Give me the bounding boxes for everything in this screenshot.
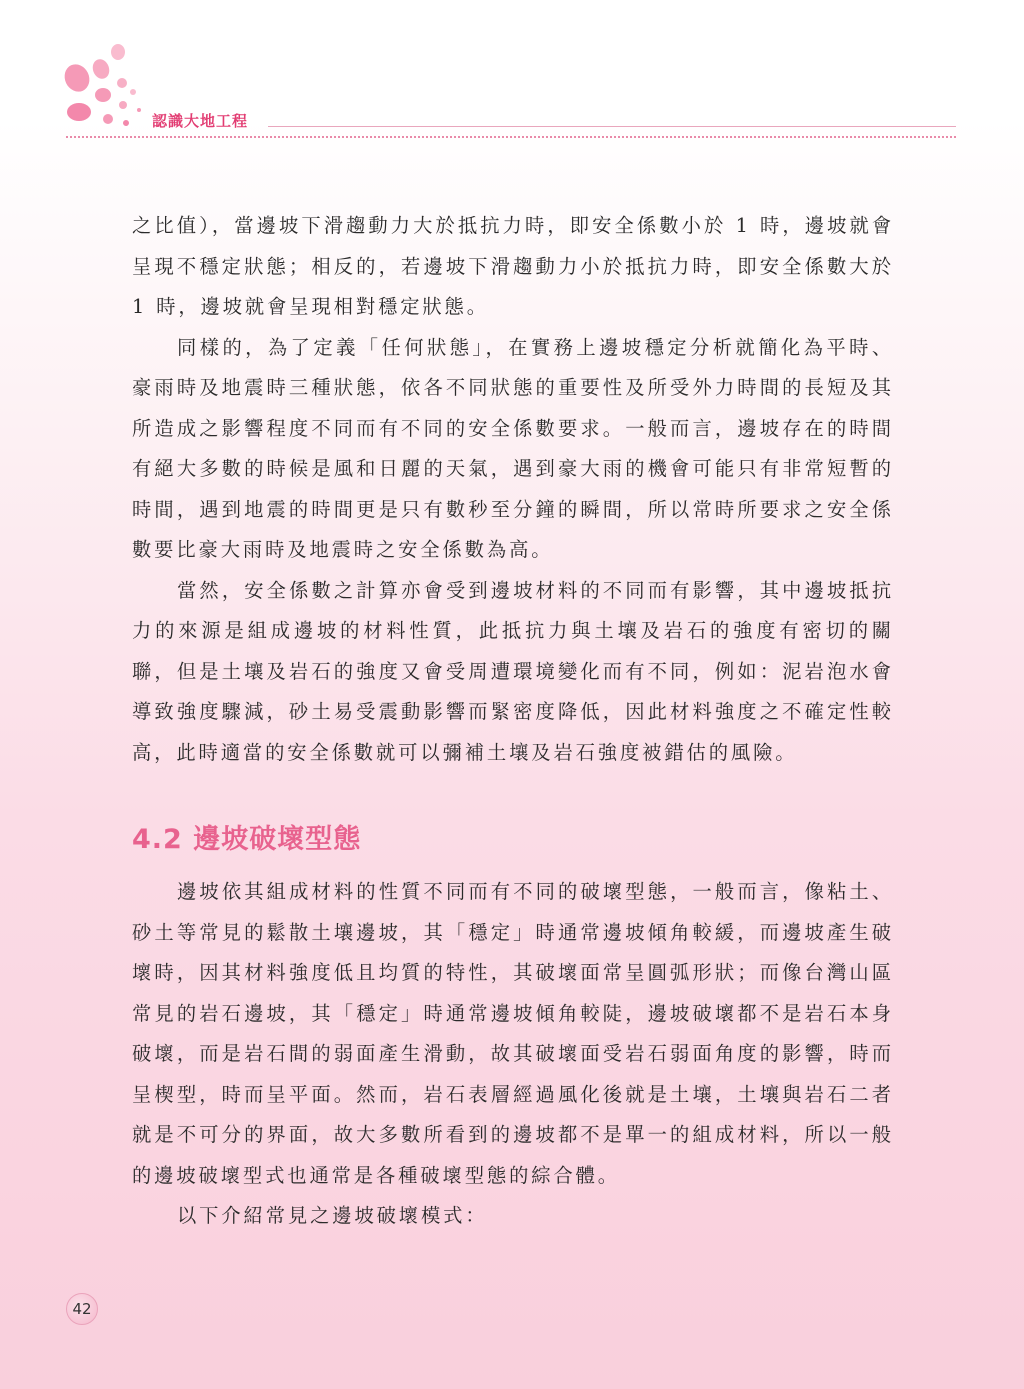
decorative-dots-icon (55, 40, 155, 135)
section1-body (132, 206, 894, 773)
paragraph: 邊坡依其組成材料的性質不同而有不同的破壞型態，一般而言，像粘土、砂土等常見的鬆散土壤邊坡，其「穩定」時通常邊坡傾角較緩，而邊坡產生破壞時，因其材料強度低且均質的特性，其破壞面常呈圓弧形狀；而像台灣山區常見的岩石邊坡，其「穩定」時通常邊坡傾角較陡，邊坡破壞都不是岩石本身破壞，而是岩石間的弱面產生滑動，故其破壞面受岩石弱面角度的影響，時而呈楔型，時而呈平面。然而，岩石表層經過風化後就是土壤，土壤與岩石二者就是不可分的界面，故大多數所看到的邊坡都不是單一的組成材料，所以一般的邊坡破壞型式也通常是各種破壞型態的綜合體。 (132, 880, 894, 1187)
paragraph: 當然，安全係數之計算亦會受到邊坡材料的不同而有影響，其中邊坡抵抗力的來源是組成邊坡的材料性質，此抵抗力與土壤及岩石的強度有密切的關聯，但是土壤及岩石的強度又會受周遭環境變化而有不同，例如：泥岩泡水會導致強度驟減，砂土易受震動影響而緊密度降低，因此材料強度之不確定性較高，此時適當的安全係數就可以彌補土壤及岩石強度被錯估的風險。 (132, 578, 894, 764)
paragraph: 以下介紹常見之邊坡破壞模式： (177, 1204, 488, 1227)
paragraph: 同樣的，為了定義「任何狀態」，在實務上邊坡穩定分析就簡化為平時、豪雨時及地震時三種狀態，依各不同狀態的重要性及所受外力時間的長短及其所造成之影響程度不同而有不同的安全係數要求。一般而言，邊坡存在的時間有絕大多數的時候是風和日麗的天氣，遇到豪大雨的機會可能只有非常短暫的時間，遇到地震的時間更是只有數秒至分鐘的瞬間，所以常時所要求之安全係數要比豪大雨時及地震時之安全係數為高。 (132, 335, 894, 561)
section-heading: 4.2 邊坡破壞型態 (132, 824, 362, 855)
page-number: 42 (66, 1293, 98, 1325)
header-divider (268, 126, 956, 127)
section2-body (132, 872, 894, 1237)
page-header (0, 0, 1024, 150)
header-dotted-divider (66, 136, 956, 138)
paragraph: 之比值），當邊坡下滑趨動力大於抵抗力時，即安全係數小於 1 時，邊坡就會呈現不穩定狀態；相反的，若邊坡下滑趨動力小於抵抗力時，即安全係數大於 1 時，邊坡就會呈現相對穩定狀態。 (132, 214, 894, 318)
header-title: 認識大地工程 (152, 112, 249, 130)
